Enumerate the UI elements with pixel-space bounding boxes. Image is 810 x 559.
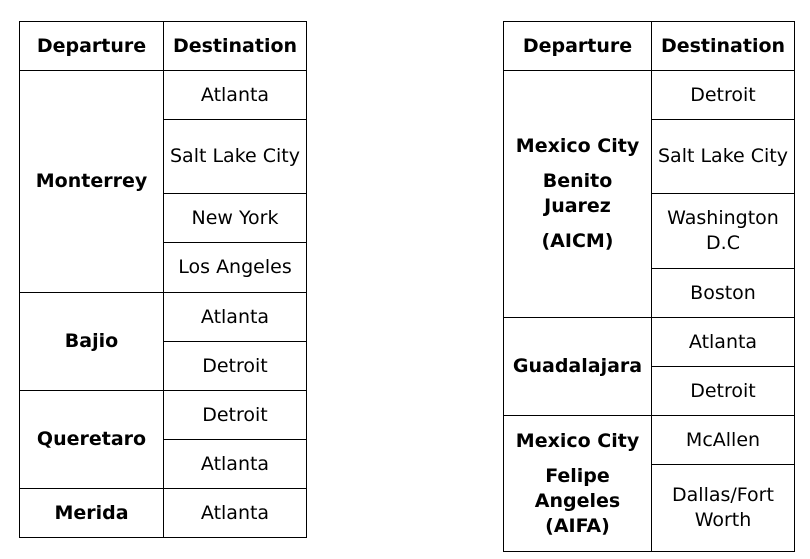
- destination-cell: Detroit: [652, 71, 795, 120]
- departure-line: Mexico City: [515, 429, 640, 452]
- destination-cell: Detroit: [652, 367, 795, 416]
- header-departure: Departure: [504, 22, 652, 71]
- departure-cell: Monterrey: [20, 71, 164, 293]
- departure-line: Mexico City: [515, 135, 640, 157]
- destination-cell: Washington D.C: [652, 194, 795, 269]
- departure-line: Felipe Angeles (AIFA): [534, 464, 621, 537]
- destination-cell: Atlanta: [164, 440, 307, 489]
- destination-cell: Atlanta: [164, 489, 307, 538]
- destination-cell: Atlanta: [164, 293, 307, 342]
- departure-cell: Queretaro: [20, 391, 164, 489]
- routes-table-left: [19, 21, 307, 538]
- departure-cell: [504, 71, 652, 318]
- destination-cell: Salt Lake City: [164, 120, 307, 194]
- destination-cell: Salt Lake City: [652, 120, 795, 194]
- destination-cell: Atlanta: [164, 71, 307, 120]
- departure-line: Guadalajara: [512, 355, 643, 377]
- departure-line: Benito Juarez: [542, 170, 613, 217]
- departure-cell: [504, 416, 652, 552]
- departure-cell: [504, 318, 652, 416]
- destination-cell: Dallas/Fort Worth: [652, 465, 795, 552]
- departure-cell: Bajio: [20, 293, 164, 391]
- destination-cell: McAllen: [652, 416, 795, 465]
- routes-table-right: [503, 21, 795, 552]
- destination-cell: Boston: [652, 269, 795, 318]
- destination-cell: Detroit: [164, 391, 307, 440]
- destination-cell: Atlanta: [652, 318, 795, 367]
- destination-cell: Los Angeles: [164, 243, 307, 293]
- header-destination: Destination: [164, 22, 307, 71]
- destination-cell: Detroit: [164, 342, 307, 391]
- destination-cell: New York: [164, 194, 307, 243]
- header-departure: Departure: [20, 22, 164, 71]
- departure-cell: Merida: [20, 489, 164, 538]
- header-destination: Destination: [652, 22, 795, 71]
- departure-line: (AICM): [541, 230, 614, 252]
